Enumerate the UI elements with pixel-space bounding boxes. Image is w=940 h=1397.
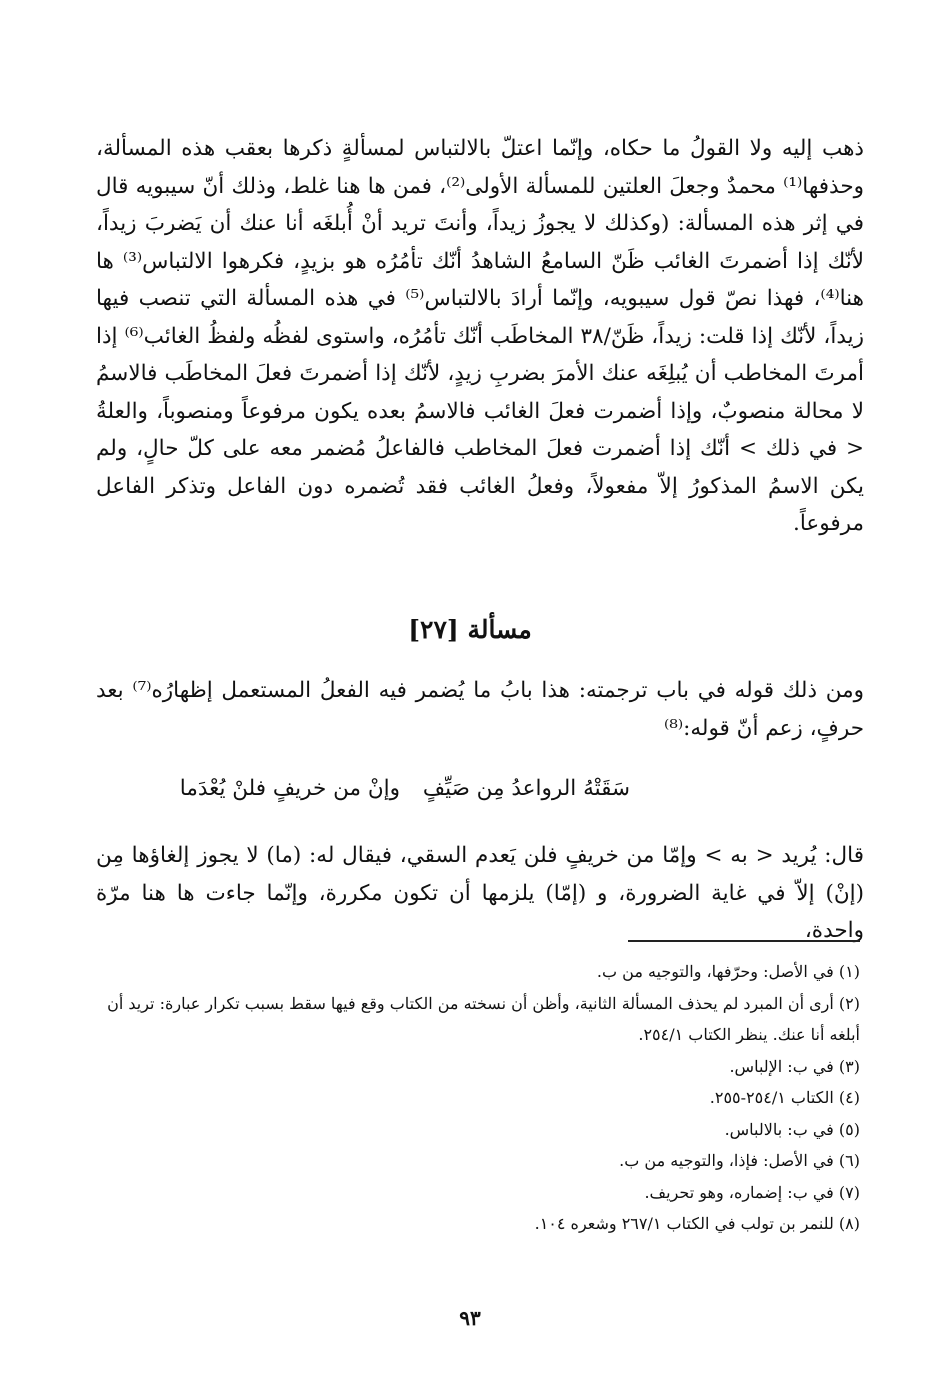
footnote: (٤) الكتاب ٢٥٤/١-٢٥٥. [709, 1088, 860, 1107]
footnote: (٣) في ب: الإلباس. [729, 1056, 860, 1076]
section-heading: مسألة [٢٧] [408, 615, 532, 644]
footnote: (١) في الأصل: وحرّفها، والتوجيه من ب. [596, 962, 860, 981]
paragraph-text: ذهب إليه ولا القولُ ما حكاه، وإنّما اعتلّ بالالتباس لمسألةٍ ذكرها بعقب هذه المسألة، وحذفها⁽¹⁾ محمدٌ وجعلَ العلتين للمسألة الأولى⁽²⁾، فمن ها هنا غلط، وذلك أنّ سيبويه قال في إثر هذه المسألة: (وكذلك لا يجوزُ زيداً، وأنتَ تريد أنْ أُبلغَه أنا عنك أن يَضربَ زيداً، لأنّك إذا أضمرتَ الغائب ظَنّ السامعُ الشاهدُ أنّك تأمُرُه هو بزيدٍ، فكرهوا الالتباس⁽³⁾ ها هنا⁽⁴⁾، فهذا نصّ قول سيبويه، وإنّما أرادَ بالالتباس⁽⁵⁾ في هذه المسألة التي تنصب فيها زيداً، لأنّك إذا قلت: زيداً، ظَنّ/٣٨ المخاطَب أنّك تأمُرُه، واستوى لفظُه ولفظُ الغائب⁽⁶⁾ إذا أمرتَ المخاطب أن يُبلِغَه عنك الأمرَ بضربِ زيدٍ، لأنّك إذا أضمرتَ فعلَ المخاطَب فالاسمُ لا محالة منصوبٌ، وإذا أضمرت فعلَ الغائب فالاسمُ بعده يكون مرفوعاً ومنصوباً، والعلةُ < في ذلك > أنّك إذا أضمرت فعلَ المخاطب فالفاعلُ مُضمر معه على كلّ حالٍ، ولم يكن الاسمُ المذكورُ إلاّ مفعولاً، وفعلُ الغائب فقد تُضمره دون الفاعل وتذكر الفاعل مرفوعاً. [96, 136, 864, 536]
poetry-verse [0, 770, 940, 812]
footnote: (٨) للنمر بن تولب في الكتاب ٢٦٧/١ وشعره ١٠٤. [534, 1214, 860, 1233]
footnote: (٦) في الأصل: فإذا، والتوجيه من ب. [619, 1151, 860, 1170]
second-paragraph [96, 672, 864, 747]
footnote: (٢) أرى أن المبرد لم يحذف المسألة الثانية، وأظن أن نسخته من الكتاب وقع فيها سقط بسبب تكرار عبارة: تريد أن أبلغه أنا عنك. ينظر الكتاب ٢٥٤/١. [107, 993, 860, 1044]
footnote: (٧) في ب: إضماره، وهو تحريف. [644, 1182, 860, 1202]
verse-first-hemistich: سَقَتْهُ الرواعدُ مِن صَيِّفٍ [422, 776, 630, 801]
footnotes-list [80, 956, 860, 1240]
verse-second-hemistich: وإنْ من خريفٍ فلنْ يُعْدَما [179, 776, 400, 801]
third-paragraph [96, 837, 864, 950]
footnote-divider [628, 940, 860, 942]
page-number: ٩٣ [459, 1306, 481, 1330]
paragraph-text: قال: يُريد < به > وإمّا من خريفٍ فلن يَعدم السقي، فيقال له: (ما) لا يجوز إلغاؤها مِن (إنْ) إلاّ في غاية الضرورة، و (إمّا) يلزمها أن تكون مكررة، وإنّما جاءت ها هنا مرّة واحدة، [96, 843, 864, 943]
paragraph-text: ومن ذلك قوله في باب ترجمته: هذا بابُ ما يُضمر فيه الفعلُ المستعمل إظهارُه⁽⁷⁾ بعد حرفٍ، زعم أنّ قوله:⁽⁸⁾ [96, 678, 864, 741]
footnote: (٥) في ب: بالالباس. [724, 1119, 860, 1139]
main-paragraph [96, 130, 864, 543]
